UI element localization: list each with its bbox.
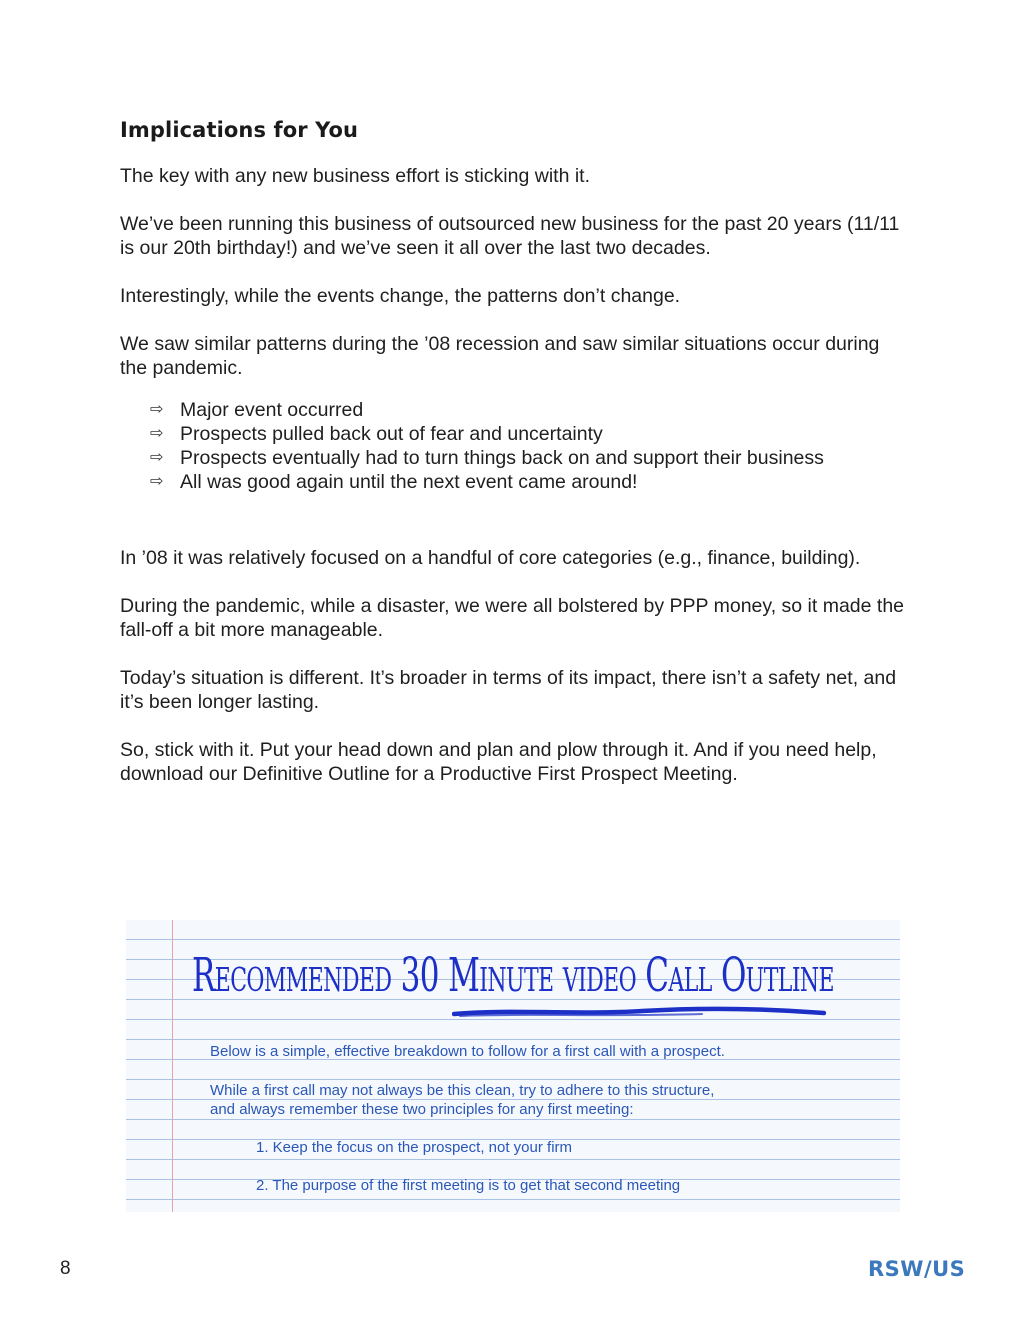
- paragraph: Today’s situation is different. It’s broader in terms of its impact, there isn’t a safety net, and it’s been longer lasting.: [120, 667, 897, 713]
- call-outline-image: [126, 920, 900, 1212]
- notebook-principle: 1. Keep the focus on the prospect, not your firm: [256, 1139, 573, 1156]
- list-item-text: All was good again until the next event came around!: [180, 471, 638, 493]
- list-item: [150, 422, 910, 446]
- notebook-line: While a first call may not always be this clean, try to adhere to this structure,: [210, 1082, 715, 1099]
- list-item-text: Prospects eventually had to turn things back on and support their business: [180, 447, 824, 469]
- arrow-right-icon: ⇨: [150, 425, 164, 442]
- paragraph: The key with any new business effort is sticking with it.: [120, 165, 591, 187]
- list-item-text: Major event occurred: [180, 399, 364, 421]
- list-item-text: Prospects pulled back out of fear and uncertainty: [180, 423, 603, 445]
- article-body: [120, 118, 910, 810]
- bullet-list: [120, 398, 910, 494]
- list-item: [150, 446, 910, 470]
- notebook-margin-line: [172, 920, 173, 1212]
- paragraph: We saw similar patterns during the ’08 recession and saw similar situations occur during the pandemic.: [120, 333, 880, 379]
- paragraph: In ’08 it was relatively focused on a handful of core categories (e.g., finance, building).: [120, 547, 861, 569]
- paragraph: We’ve been running this business of outsourced new business for the past 20 years (11/11 is our 20th birthday!) and we’ve seen it all over the last two decades.: [120, 213, 900, 259]
- notebook-line: Below is a simple, effective breakdown to follow for a first call with a prospect.: [210, 1043, 725, 1060]
- section-heading: Implications for You: [120, 118, 359, 142]
- page-number: 8: [60, 1258, 71, 1279]
- arrow-right-icon: ⇨: [150, 473, 164, 490]
- arrow-right-icon: ⇨: [150, 449, 164, 466]
- paragraph: Interestingly, while the events change, the patterns don’t change.: [120, 285, 681, 307]
- notebook-principle: 2. The purpose of the first meeting is to get that second meeting: [256, 1177, 681, 1194]
- brand-logo: RSW/US: [868, 1257, 966, 1281]
- notebook-line: and always remember these two principles for any first meeting:: [210, 1101, 634, 1118]
- notebook-title: Recommended 30 Minute video Call Outline: [192, 949, 835, 1003]
- list-item: [150, 398, 910, 422]
- paragraph: During the pandemic, while a disaster, we were all bolstered by PPP money, so it made the fall-off a bit more manageable.: [120, 595, 905, 641]
- list-item: [150, 470, 910, 494]
- paragraph: So, stick with it. Put your head down and plan and plow through it. And if you need help, download our Definitive Outline for a Productive First Prospect Meeting.: [120, 739, 877, 785]
- arrow-right-icon: ⇨: [150, 401, 164, 418]
- underline-swoosh-icon: [452, 1006, 826, 1020]
